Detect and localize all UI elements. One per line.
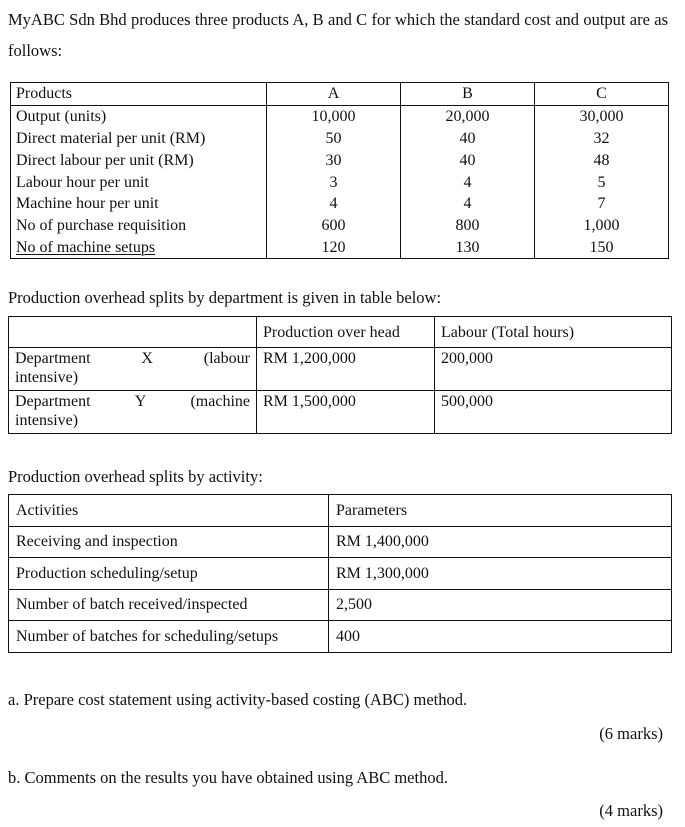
- dept-code: X: [141, 350, 153, 367]
- cell-c: 30,000: [535, 105, 669, 127]
- cell-a: 120: [267, 237, 401, 259]
- dept-word: Department: [15, 350, 91, 367]
- cell-c: 7: [535, 193, 669, 215]
- header-a: A: [267, 83, 401, 106]
- cell-b: 20,000: [401, 105, 535, 127]
- table-row: [9, 621, 672, 653]
- cell-a: 10,000: [267, 105, 401, 127]
- header-activities: Activities: [9, 495, 329, 527]
- table-row: [9, 589, 672, 621]
- dept-type-line2: intensive): [15, 412, 79, 429]
- table-row: [11, 237, 669, 259]
- row-label: Direct material per unit (RM): [11, 128, 267, 150]
- dept-type: (labour: [203, 350, 250, 367]
- cell-activity: Number of batch received/inspected: [9, 589, 329, 621]
- cell-c: 48: [535, 149, 669, 171]
- activity-table: [8, 494, 672, 653]
- row-label: Labour hour per unit: [11, 171, 267, 193]
- table-row: [11, 215, 669, 237]
- table-row: [9, 348, 672, 391]
- table-row: [11, 193, 669, 215]
- cell-c: 32: [535, 128, 669, 150]
- table-header-row: [9, 495, 672, 527]
- table-row: [11, 171, 669, 193]
- table-row: [9, 391, 672, 434]
- dept-type-line2: intensive): [15, 369, 79, 386]
- cell-parameter: 400: [329, 621, 672, 653]
- product-cost-table: [10, 82, 669, 259]
- question-b: b. Comments on the results you have obtained using ABC method.: [8, 768, 448, 787]
- cell-a: 50: [267, 128, 401, 150]
- cell-a: 600: [267, 215, 401, 237]
- cell-b: 800: [401, 215, 535, 237]
- cell-a: 4: [267, 193, 401, 215]
- department-y-label: [9, 391, 257, 434]
- cell-parameter: RM 1,300,000: [329, 558, 672, 590]
- table-row: [11, 149, 669, 171]
- activity-intro: Production overhead splits by activity:: [8, 467, 263, 486]
- table-row: [11, 128, 669, 150]
- cell-b: 130: [401, 237, 535, 259]
- row-label: No of purchase requisition: [11, 215, 267, 237]
- header-labour: Labour (Total hours): [435, 317, 672, 348]
- cell-overhead: RM 1,200,000: [257, 348, 435, 391]
- cell-b: 4: [401, 171, 535, 193]
- row-label: No of machine setups: [11, 237, 267, 259]
- header-parameters: Parameters: [329, 495, 672, 527]
- cell-activity: Receiving and inspection: [9, 526, 329, 558]
- question-a: a. Prepare cost statement using activity-based costing (ABC) method.: [8, 690, 468, 709]
- cell-b: 4: [401, 193, 535, 215]
- header-empty: [9, 317, 257, 348]
- department-x-label: [9, 348, 257, 391]
- intro-text: MyABC Sdn Bhd produces three products A, B and C for which the standard cost and output are as follows:: [8, 10, 668, 60]
- dept-code: Y: [134, 393, 147, 410]
- table-header-row: [11, 83, 669, 106]
- cell-a: 30: [267, 149, 401, 171]
- marks-a: (6 marks): [599, 724, 663, 743]
- header-overhead: Production over head: [257, 317, 435, 348]
- cell-parameter: RM 1,400,000: [329, 526, 672, 558]
- cell-activity: Number of batches for scheduling/setups: [9, 621, 329, 653]
- cell-labour: 200,000: [435, 348, 672, 391]
- cell-b: 40: [401, 128, 535, 150]
- row-label: Machine hour per unit: [11, 193, 267, 215]
- cell-c: 1,000: [535, 215, 669, 237]
- table-header-row: [9, 317, 672, 348]
- cell-parameter: 2,500: [329, 589, 672, 621]
- table-row: [11, 105, 669, 127]
- cell-b: 40: [401, 149, 535, 171]
- table-row: [9, 558, 672, 590]
- cell-labour: 500,000: [435, 391, 672, 434]
- marks-b: (4 marks): [599, 801, 663, 820]
- department-table: [8, 316, 672, 434]
- cell-overhead: RM 1,500,000: [257, 391, 435, 434]
- header-products: Products: [11, 83, 267, 106]
- row-label: Direct labour per unit (RM): [11, 149, 267, 171]
- cell-a: 3: [267, 171, 401, 193]
- header-b: B: [401, 83, 535, 106]
- cell-activity: Production scheduling/setup: [9, 558, 329, 590]
- department-intro: Production overhead splits by department is given in table below:: [8, 288, 442, 307]
- table-row: [9, 526, 672, 558]
- header-c: C: [535, 83, 669, 106]
- cell-c: 5: [535, 171, 669, 193]
- row-label: Output (units): [11, 105, 267, 127]
- dept-type: (machine: [190, 393, 250, 410]
- dept-word: Department: [15, 393, 91, 410]
- cell-c: 150: [535, 237, 669, 259]
